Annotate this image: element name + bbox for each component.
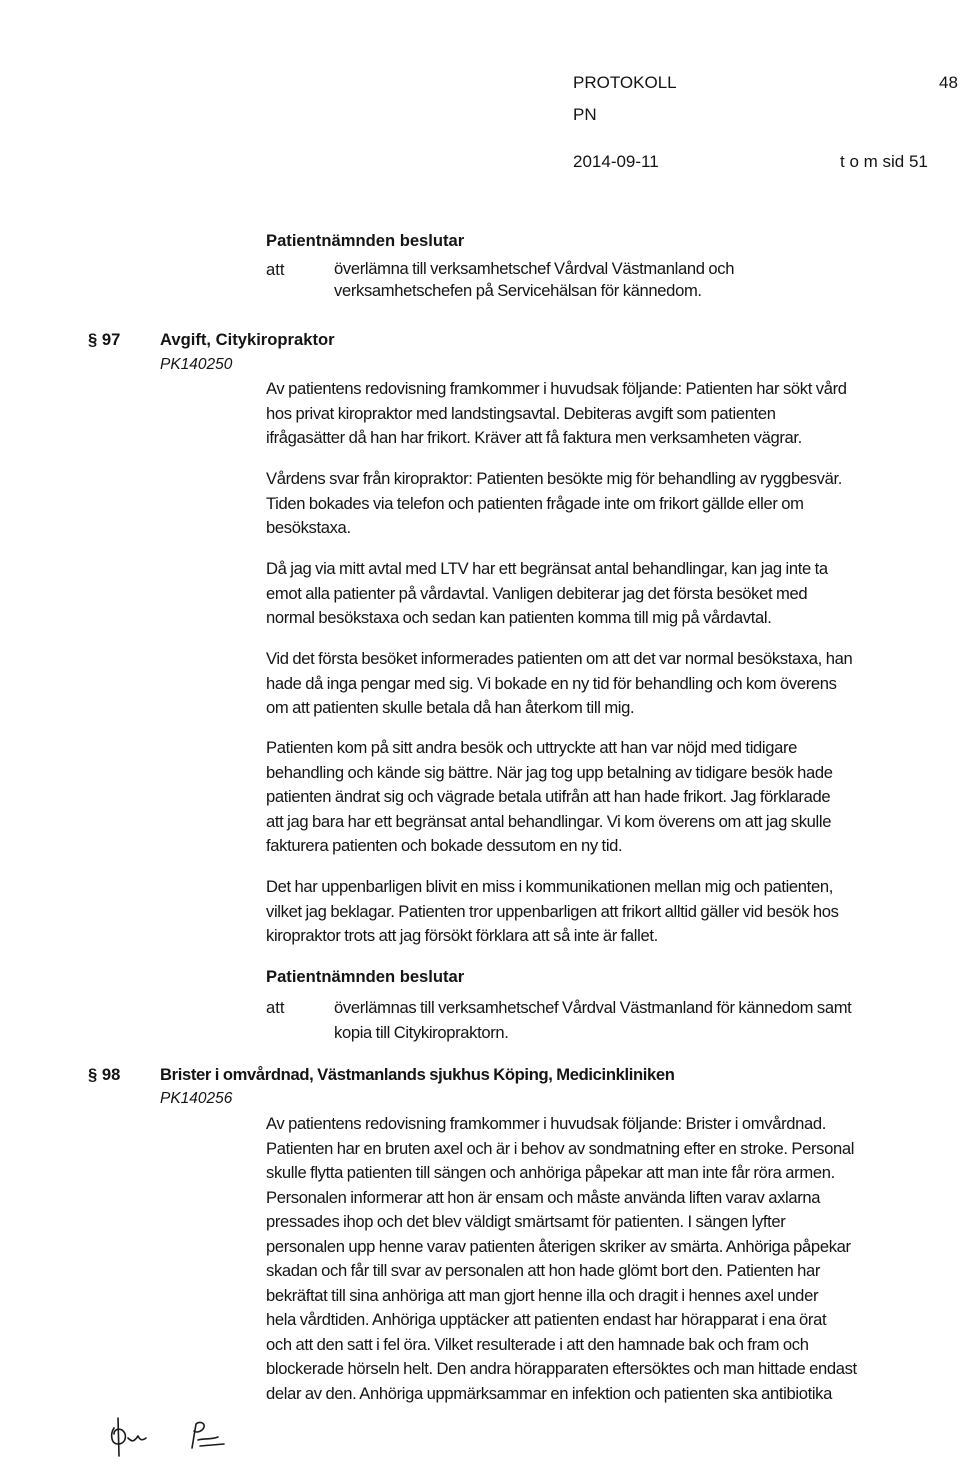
paragraph-line: skulle flytta patienten till sängen och anhöriga påpekar att man inte får röra armen. bbox=[266, 1163, 835, 1182]
decision-line: kopia till Citykiropraktorn. bbox=[334, 1022, 509, 1042]
paragraph bbox=[266, 467, 842, 541]
paragraph-line: kiropraktor trots att jag försökt förklara att så inte är fallet. bbox=[266, 926, 658, 945]
handwritten-initials bbox=[100, 1408, 240, 1464]
paragraph-line: vilket jag beklagar. Patienten tror uppenbarligen att frikort alltid gäller vid besök hos bbox=[266, 901, 839, 921]
paragraph-line: personalen upp henne varav patienten återigen skriker av smärta. Anhöriga påpekar bbox=[266, 1236, 851, 1256]
paragraph bbox=[266, 557, 828, 631]
paragraph-line: besökstaxa. bbox=[266, 518, 351, 537]
decision-heading: Patientnämnden beslutar bbox=[266, 231, 465, 250]
page-range: t o m sid 51 bbox=[840, 152, 928, 171]
paragraph-line: emot alla patienter på vårdavtal. Vanligen debiterar jag det första besöket med bbox=[266, 583, 808, 603]
section-title: Avgift, Citykiropraktor bbox=[160, 330, 335, 349]
paragraph-line: normal besökstaxa och sedan kan patienten komma till mig på vårdavtal. bbox=[266, 608, 772, 627]
paragraph-line: om att patienten skulle betala då han återkom till mig. bbox=[266, 698, 635, 717]
paragraph-line: Patienten kom på sitt andra besök och uttryckte att han var nöjd med tidigare bbox=[266, 738, 798, 757]
page-number: 48 bbox=[939, 73, 958, 92]
paragraph-line: skadan och får till svar av personalen att hon hade glömt bort den. Patienten har bbox=[266, 1261, 821, 1280]
paragraph bbox=[266, 1112, 857, 1406]
paragraph-line: Vårdens svar från kiropraktor: Patienten besökte mig för behandling av ryggbesvär. bbox=[266, 469, 842, 488]
paragraph bbox=[266, 377, 847, 451]
paragraph bbox=[266, 736, 833, 859]
paragraph-line: Det har uppenbarligen blivit en miss i kommunikationen mellan mig och patienten, bbox=[266, 877, 833, 896]
case-id: PK140250 bbox=[160, 356, 233, 373]
decision-line: överlämnas till verksamhetschef Vårdval Västmanland för kännedom samt bbox=[334, 998, 852, 1017]
meeting-date: 2014-09-11 bbox=[573, 152, 659, 171]
paragraph-line: Personalen informerar att hon är ensam och måste använda liften varav axlarna bbox=[266, 1187, 821, 1207]
paragraph-line: Vid det första besöket informerades patienten om att det var normal besökstaxa, han bbox=[266, 649, 853, 668]
section-title: Brister i omvårdnad, Västmanlands sjukhus Köping, Medicinkliniken bbox=[160, 1065, 675, 1084]
decision-att-label: att bbox=[266, 260, 285, 279]
recorder-initials: PN bbox=[573, 105, 597, 124]
paragraph bbox=[266, 647, 852, 721]
paragraph-line: behandling och kände sig bättre. När jag tog upp betalning av tidigare besök hade bbox=[266, 762, 833, 782]
case-id: PK140256 bbox=[160, 1090, 233, 1107]
paragraph-line: hos privat kiropraktor med landstingsavtal. Debiteras avgift som patienten bbox=[266, 403, 776, 423]
section-number: § 98 bbox=[88, 1065, 121, 1084]
decision-line: överlämna till verksamhetschef Vårdval Västmanland och bbox=[334, 259, 735, 278]
paragraph-line: ifrågasätter då han har frikort. Kräver att få faktura men verksamheten vägrar. bbox=[266, 428, 802, 447]
paragraph-line: Tiden bokades via telefon och patienten frågade inte om frikort gällde eller om bbox=[266, 493, 804, 513]
paragraph-line: hade då inga pengar med sig. Vi bokade en ny tid för behandling och kom överens bbox=[266, 673, 837, 693]
paragraph-line: att jag bara har ett begränsat antal behandlingar. Vi kom överens om att jag skulle bbox=[266, 811, 832, 831]
paragraph bbox=[266, 875, 839, 949]
paragraph-line: Patienten har en bruten axel och är i behov av sondmatning efter en stroke. Personal bbox=[266, 1138, 855, 1158]
decision-line: verksamhetschefen på Servicehälsan för kännedom. bbox=[334, 281, 702, 300]
section-number: § 97 bbox=[88, 330, 121, 349]
paragraph-line: Då jag via mitt avtal med LTV har ett begränsat antal behandlingar, kan jag inte ta bbox=[266, 559, 828, 578]
paragraph-line: Av patientens redovisning framkommer i huvudsak följande: Patienten har sökt vård bbox=[266, 379, 847, 398]
decision-text bbox=[334, 996, 851, 1045]
paragraph-line: patienten ändrat sig och vägrade betala utifrån att han hade frikort. Jag förklarade bbox=[266, 787, 831, 806]
paragraph-line: bekräftat till sina anhöriga att man gjort henne illa och dragit i hennes axel under bbox=[266, 1285, 819, 1305]
paragraph-line: pressades ihop och det blev väldigt smärtsamt för patienten. I sängen lyfter bbox=[266, 1212, 786, 1231]
decision-att-label: att bbox=[266, 998, 285, 1017]
document-type: PROTOKOLL bbox=[573, 73, 677, 92]
paragraph-line: fakturera patienten och bokade dessutom en ny tid. bbox=[266, 836, 623, 855]
decision-text bbox=[334, 258, 734, 302]
paragraph-line: hela vårdtiden. Anhöriga upptäcker att patienten endast har hörapparat i ena örat bbox=[266, 1310, 827, 1329]
paragraph-line: Av patientens redovisning framkommer i huvudsak följande: Brister i omvårdnad. bbox=[266, 1114, 827, 1133]
paragraph-line: blockerade hörseln helt. Den andra hörapparaten eftersöktes och man hittade endast bbox=[266, 1359, 857, 1378]
decision-heading: Patientnämnden beslutar bbox=[266, 967, 465, 986]
paragraph-line: delar av den. Anhöriga uppmärksammar en infektion och patienten ska antibiotika bbox=[266, 1383, 833, 1403]
paragraph-line: och att den satt i fel öra. Vilket resulterade i att den hamnade bak och fram och bbox=[266, 1334, 809, 1354]
